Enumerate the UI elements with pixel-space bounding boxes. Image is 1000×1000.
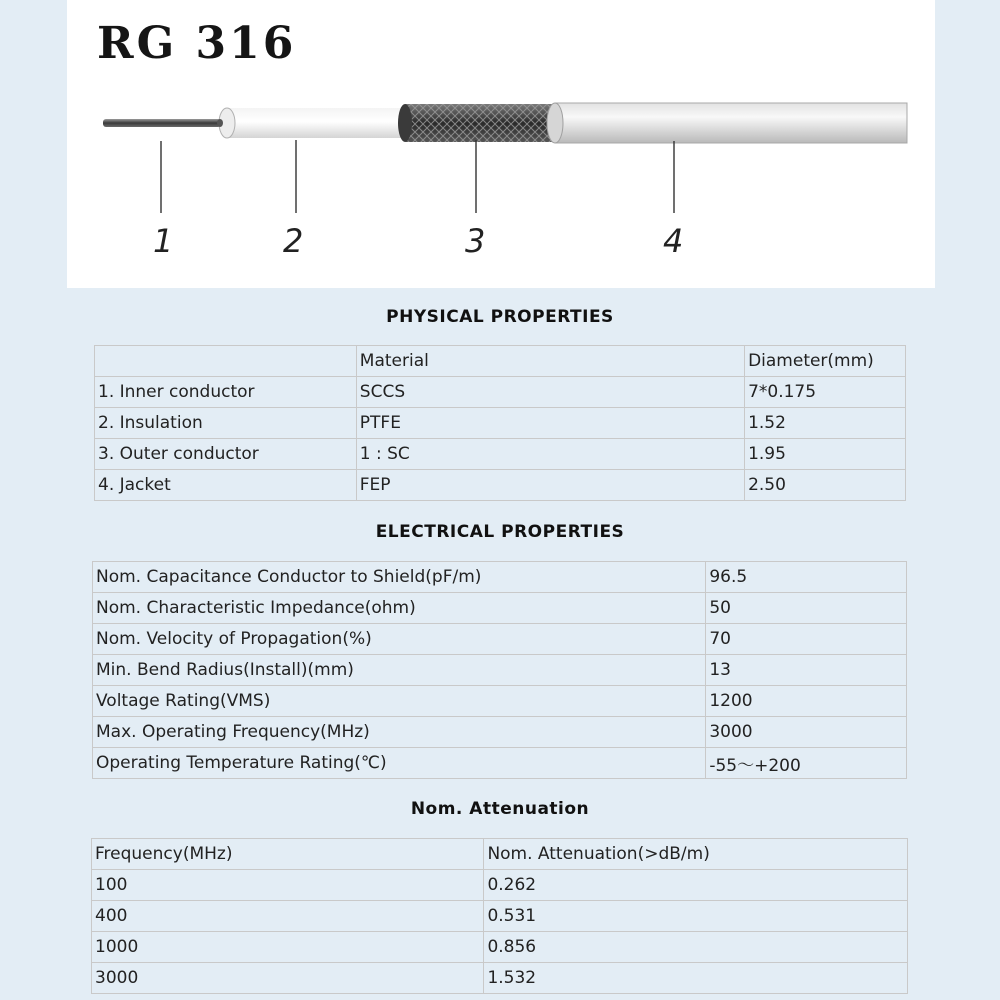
value-cell: 3000 [706,717,907,748]
attenuation-cell: 0.531 [484,901,908,932]
material-cell: FEP [356,470,744,501]
material-cell: SCCS [356,377,744,408]
table-header-cell [95,346,357,377]
property-cell: Nom. Characteristic Impedance(ohm) [93,593,706,624]
table-row [93,624,907,655]
page-title: RG 316 [97,18,297,69]
attenuation-heading: Nom. Attenuation [410,799,590,819]
insulation [217,108,407,138]
part-cell: 3. Outer conductor [95,439,357,470]
frequency-cell: 1000 [92,932,484,963]
property-cell: Nom. Velocity of Propagation(%) [93,624,706,655]
table-row [93,593,907,624]
property-cell: Max. Operating Frequency(MHz) [93,717,706,748]
part-cell: 2. Insulation [95,408,357,439]
part-label-jacket: 4 [663,222,684,260]
property-cell: Min. Bend Radius(Install)(mm) [93,655,706,686]
part-label-outer-conductor: 3 [465,222,486,260]
inner-conductor [103,119,221,127]
value-cell: 70 [706,624,907,655]
value-cell: 50 [706,593,907,624]
table-row [93,748,907,779]
part-label-insulation: 2 [283,222,304,260]
part-cell: 4. Jacket [95,470,357,501]
material-cell: 1 : SC [356,439,744,470]
frequency-cell: 3000 [92,963,484,994]
table-row [93,562,907,593]
diameter-cell: 1.95 [745,439,906,470]
table-row [95,408,906,439]
table-row [95,439,906,470]
table-row [93,717,907,748]
table-header-cell: Diameter(mm) [745,346,906,377]
diameter-cell: 1.52 [745,408,906,439]
table-row [92,963,908,994]
part-label-inner-conductor: 1 [153,222,174,260]
attenuation-cell: 1.532 [484,963,908,994]
diameter-cell: 7*0.175 [745,377,906,408]
table-row [92,932,908,963]
frequency-cell: 400 [92,901,484,932]
table-header-cell: Frequency(MHz) [92,839,484,870]
physical-properties-table [94,345,906,501]
physical-properties-heading: PHYSICAL PROPERTIES [386,307,614,327]
table-header-cell: Material [356,346,744,377]
outer-conductor-braid [398,104,555,142]
table-header-cell: Nom. Attenuation(>dB/m) [484,839,908,870]
cable-diagram-panel [67,0,935,288]
table-row [95,470,906,501]
value-cell: -55～+200 [706,748,907,779]
table-row [95,377,906,408]
value-cell: 1200 [706,686,907,717]
frequency-cell: 100 [92,870,484,901]
property-cell: Nom. Capacitance Conductor to Shield(pF/m) [93,562,706,593]
attenuation-cell: 0.856 [484,932,908,963]
attenuation-cell: 0.262 [484,870,908,901]
electrical-properties-heading: ELECTRICAL PROPERTIES [375,522,625,542]
electrical-properties-table [92,561,907,779]
table-row [92,870,908,901]
property-cell: Operating Temperature Rating(℃) [93,748,706,779]
table-header-row [92,839,908,870]
cable-cross-section-illustration [67,0,935,288]
leader-lines [161,140,674,213]
table-header-row [95,346,906,377]
value-cell: 96.5 [706,562,907,593]
property-cell: Voltage Rating(VMS) [93,686,706,717]
table-row [93,686,907,717]
table-row [93,655,907,686]
diameter-cell: 2.50 [745,470,906,501]
value-cell: 13 [706,655,907,686]
part-cell: 1. Inner conductor [95,377,357,408]
jacket [547,103,907,143]
attenuation-table [91,838,908,994]
material-cell: PTFE [356,408,744,439]
table-row [92,901,908,932]
